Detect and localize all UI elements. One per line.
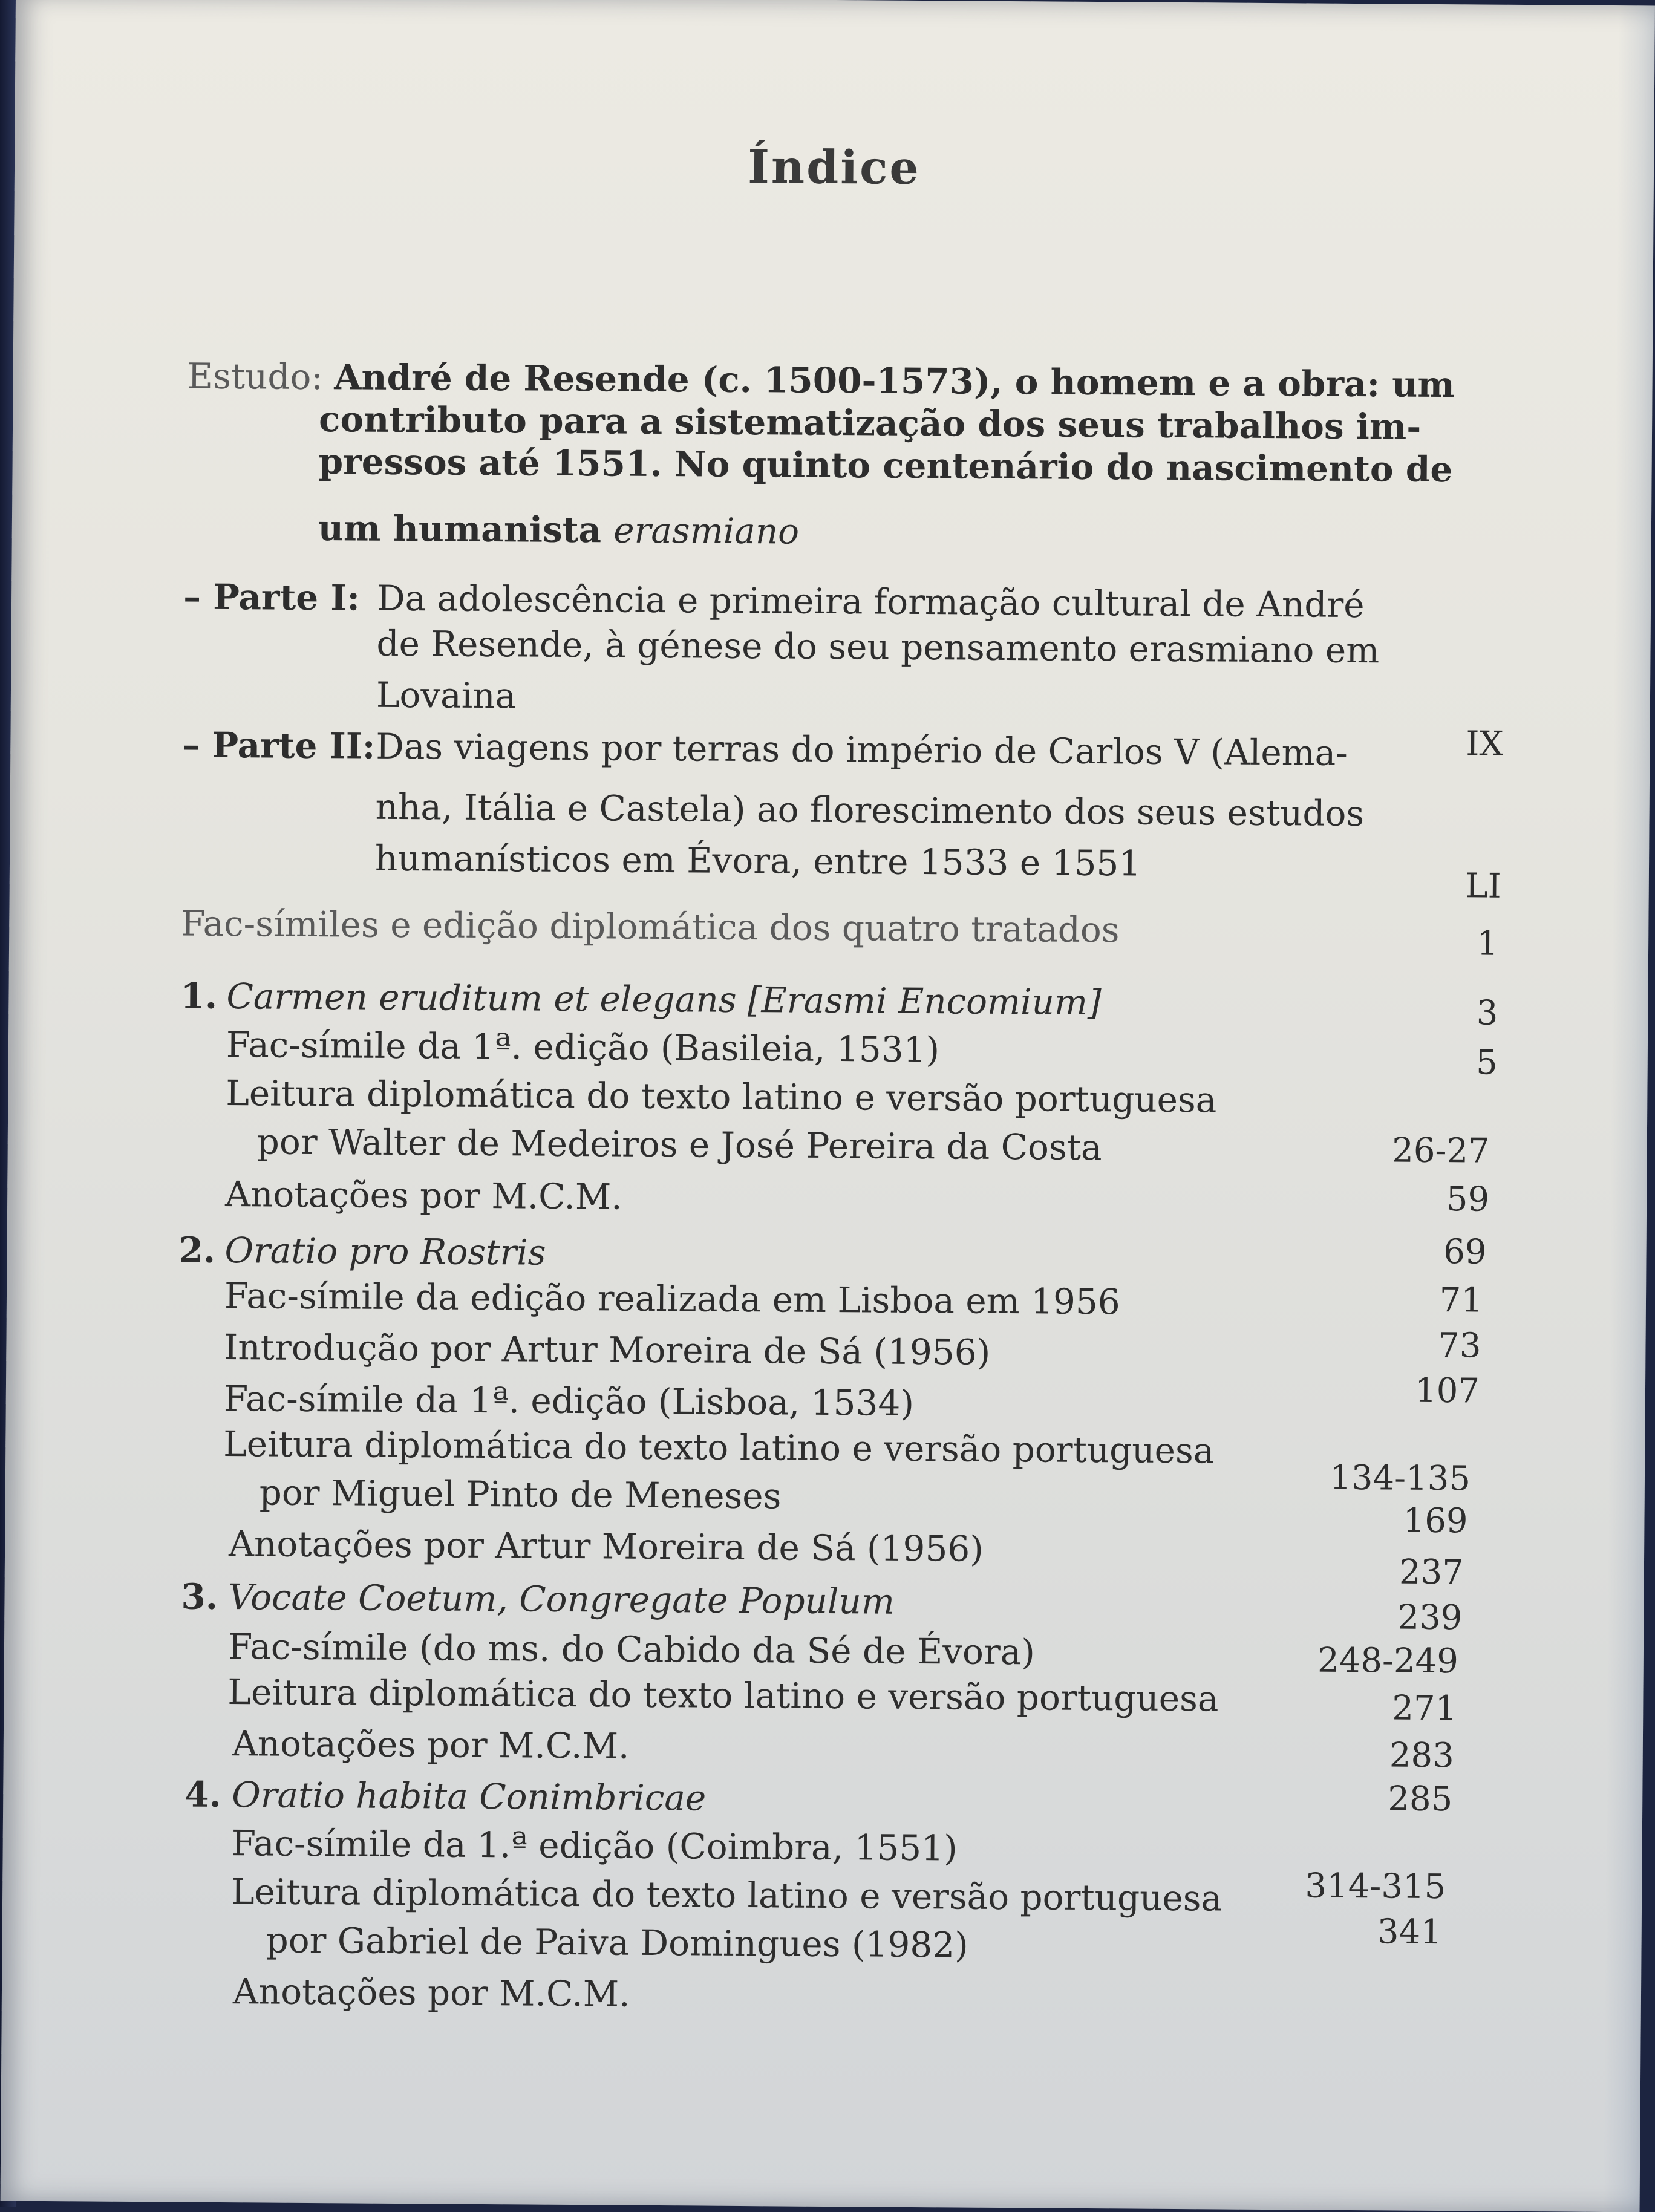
section-1-item-1: Fac-símile da 1ª. edição (Basileia, 1531) bbox=[226, 1024, 940, 1071]
section-4-item-3-page: 341 bbox=[1377, 1912, 1442, 1953]
part-2-line-2: nha, Itália e Castela) ao florescimento dos seus estudos bbox=[375, 786, 1365, 835]
study-title-line-4-text: um humanista bbox=[318, 507, 614, 551]
section-3-item-2: Leitura diplomática do texto latino e versão portuguesa bbox=[227, 1671, 1219, 1720]
section-4-item-2-line-2: por Gabriel de Paiva Domingues (1982) bbox=[266, 1919, 969, 1966]
part-1-page: IX bbox=[1466, 724, 1504, 764]
section-4-item-2-line-1: Leitura diplomática do texto latino e versão portuguesa bbox=[230, 1871, 1222, 1919]
section-3-item-2-page: 248-249 bbox=[1317, 1640, 1459, 1682]
facsimiles-heading: Fac-símiles e edição diplomática dos quatro tratados bbox=[181, 902, 1120, 951]
section-1-page: 3 bbox=[1476, 993, 1498, 1033]
section-2-item-4-line-1: Leitura diplomática do texto latino e versão portuguesa bbox=[223, 1423, 1215, 1472]
section-1-item-1-page: 5 bbox=[1475, 1043, 1498, 1083]
section-2-title: Oratio pro Rostris bbox=[224, 1230, 546, 1273]
section-4-title: Oratio habita Conimbricae bbox=[232, 1774, 707, 1819]
part-1-line-2: de Resende, à génese do seu pensamento erasmiano em bbox=[376, 622, 1380, 671]
page-title: Índice bbox=[748, 139, 921, 195]
study-prefix: Estudo: bbox=[187, 355, 324, 398]
section-2-item-5-page: 169 bbox=[1403, 1501, 1468, 1541]
study-title-line-4-italic: erasmiano bbox=[613, 509, 800, 552]
part-1-line-3: Lovaina bbox=[376, 674, 517, 717]
part-1-label: – Parte I: bbox=[183, 576, 361, 619]
section-2-item-2-page: 73 bbox=[1438, 1326, 1481, 1366]
section-1-item-2-line-1: Leitura diplomática do texto latino e versão portuguesa bbox=[226, 1072, 1217, 1121]
section-4-page: 283 bbox=[1389, 1735, 1454, 1776]
section-4-number: 4. bbox=[184, 1773, 222, 1815]
section-3-item-1-page: 239 bbox=[1397, 1597, 1463, 1638]
section-1-item-3: Anotações por M.C.M. bbox=[224, 1173, 622, 1218]
section-3-number: 3. bbox=[181, 1576, 218, 1617]
section-1-item-3-page: 59 bbox=[1446, 1179, 1490, 1219]
section-3-item-3: Anotações por M.C.M. bbox=[232, 1723, 630, 1767]
section-1-title: Carmen eruditum et elegans [Erasmi Encomium] bbox=[226, 976, 1102, 1023]
part-1-line-1: Da adolescência e primeira formação cultural de André bbox=[376, 577, 1365, 626]
part-2-line-3: humanísticos em Évora, entre 1533 e 1551 bbox=[374, 837, 1141, 884]
section-4-item-1: Fac-símile da 1.ª edição (Coimbra, 1551) bbox=[231, 1822, 958, 1869]
section-1-item-2-line-2: por Walter de Medeiros e José Pereira da Costa bbox=[256, 1121, 1102, 1169]
section-2-page: 69 bbox=[1443, 1232, 1487, 1272]
part-2-label: – Parte II: bbox=[182, 724, 376, 767]
section-3-page: 237 bbox=[1399, 1552, 1464, 1593]
section-3-item-3-page: 271 bbox=[1392, 1688, 1457, 1729]
section-1-number: 1. bbox=[180, 975, 218, 1017]
section-3-item-1: Fac-símile (do ms. do Cabido da Sé de Évora) bbox=[227, 1626, 1036, 1673]
section-1-item-2-page: 26-27 bbox=[1392, 1130, 1490, 1171]
section-2-item-4-page: 134-135 bbox=[1330, 1458, 1471, 1499]
section-2-item-2: Introdução por Artur Moreira de Sá (1956) bbox=[224, 1326, 991, 1373]
part-2-page: LI bbox=[1465, 866, 1502, 906]
section-2-item-3: Fac-símile da 1ª. edição (Lisboa, 1534) bbox=[223, 1377, 915, 1424]
facsimiles-page: 1 bbox=[1477, 924, 1499, 964]
section-4-item-2-page: 314-315 bbox=[1305, 1866, 1446, 1907]
study-entry bbox=[187, 355, 1455, 406]
section-2-item-4-line-2: por Miguel Pinto de Meneses bbox=[259, 1472, 782, 1517]
section-2-item-1: Fac-símile da edição realizada em Lisboa em 1956 bbox=[224, 1275, 1120, 1323]
section-3-title: Vocate Coetum, Congregate Populum bbox=[228, 1576, 895, 1622]
section-2-item-1-page: 71 bbox=[1439, 1281, 1483, 1320]
section-2-item-3-page: 107 bbox=[1414, 1371, 1480, 1411]
part-2-line-1: Das viagens por terras do império de Carlos V (Alema- bbox=[376, 725, 1348, 774]
section-2-item-5: Anotações por Artur Moreira de Sá (1956) bbox=[228, 1523, 984, 1570]
section-4-item-1-page: 285 bbox=[1388, 1779, 1453, 1819]
book-page bbox=[1, 0, 1655, 2212]
section-4-item-3: Anotações por M.C.M. bbox=[232, 1971, 630, 2015]
study-title-line-4 bbox=[318, 507, 800, 552]
table-of-contents bbox=[1, 0, 1655, 2212]
study-title-line-2: contributo para a sistematização dos seus trabalhos im- bbox=[318, 399, 1422, 448]
study-title-line-3: pressos até 1551. No quinto centenário do nascimento de bbox=[318, 441, 1453, 491]
section-2-number: 2. bbox=[178, 1229, 216, 1271]
study-title-line-1: André de Resende (c. 1500-1573), o homem e a obra: um bbox=[334, 356, 1455, 406]
